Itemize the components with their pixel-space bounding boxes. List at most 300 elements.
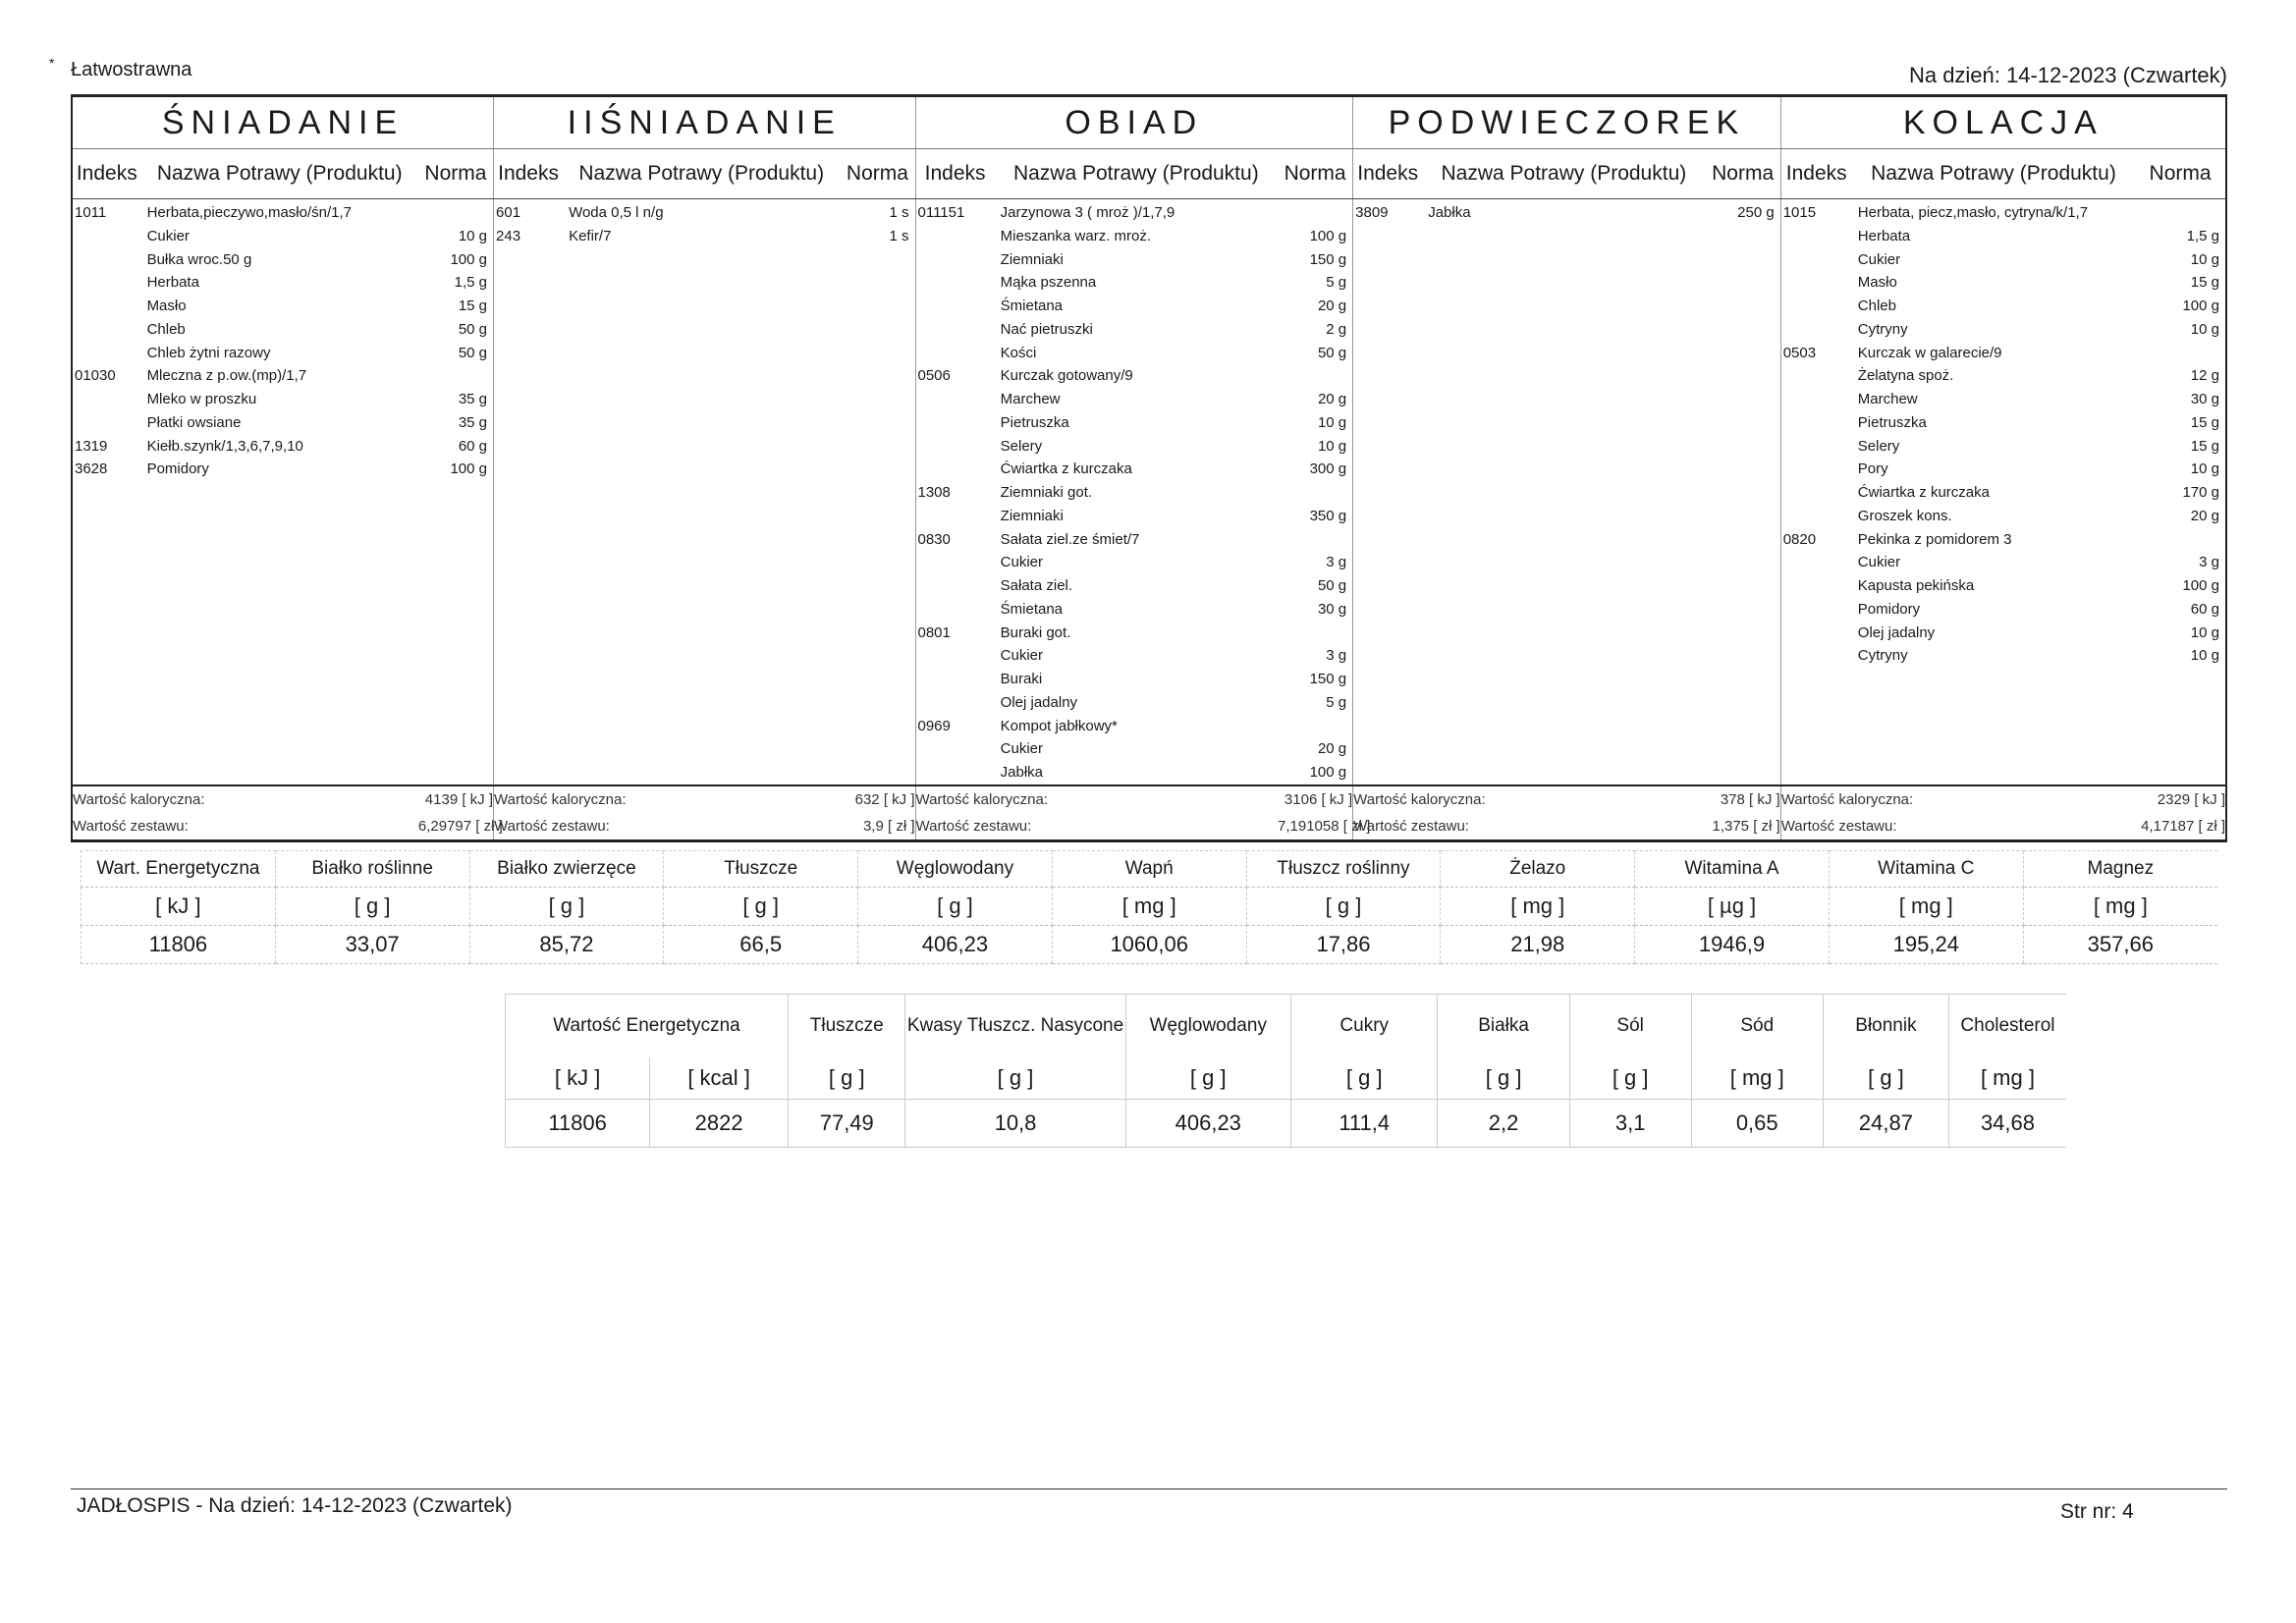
item-norm: 100 g xyxy=(450,250,488,268)
item-index xyxy=(916,574,995,598)
calorie-label: Wartość kaloryczna: xyxy=(1353,785,1706,813)
item-index xyxy=(73,248,141,272)
meal-title-breakfast: ŚNIADANIE xyxy=(72,96,494,149)
calorie-row xyxy=(72,785,2226,813)
item-name: Cukier xyxy=(1857,250,1901,268)
footer-title: JADŁOSPIS - Na dzień: 14-12-2023 (Czwartek) xyxy=(77,1494,513,1517)
nutrient-label: Cukry xyxy=(1291,995,1438,1058)
nutrient-unit: [ g ] xyxy=(1823,1057,1948,1100)
nutrient-value: 0,65 xyxy=(1691,1100,1823,1148)
item-norm: 10 g xyxy=(2190,623,2219,641)
item-index xyxy=(73,411,141,435)
item-index: 0506 xyxy=(917,367,951,385)
item-index: 1319 xyxy=(75,437,108,455)
item-name: Mąka pszenna xyxy=(1000,274,1097,292)
calorie-value: 3106 [ kJ ] xyxy=(1284,790,1353,808)
nutrient-label: Tłuszcze xyxy=(664,851,858,888)
item-index xyxy=(1781,295,1852,318)
nutrient-value: 111,4 xyxy=(1291,1100,1438,1148)
item-index xyxy=(73,318,141,342)
nutrient-label: Białko roślinne xyxy=(275,851,469,888)
item-norm: 170 g xyxy=(2182,484,2219,501)
item-norm: 30 g xyxy=(1317,600,1347,618)
item-norm xyxy=(1278,622,1352,645)
item-name: Mleczna z p.ow.(mp)/1,7 xyxy=(146,367,307,385)
nutrient-value: 195,24 xyxy=(1829,926,2023,964)
item-index xyxy=(1781,411,1852,435)
item-name: Płatki owsiane xyxy=(146,413,242,431)
item-name: Mieszanka warz. mroż. xyxy=(1000,227,1152,244)
item-norm: 3 g xyxy=(2199,554,2219,571)
cost-value: 1,375 [ zł ] xyxy=(1706,813,1781,841)
meal-4-name-col xyxy=(1852,199,2135,785)
item-index xyxy=(916,388,995,411)
nutrient-value: 77,49 xyxy=(789,1100,905,1148)
meal-3-index-col xyxy=(1353,199,1423,785)
item-index: 0503 xyxy=(1782,344,1817,361)
item-norm: 3 g xyxy=(1326,554,1347,571)
calorie-value: 2329 [ kJ ] xyxy=(2135,785,2226,813)
item-name: Pomidory xyxy=(146,460,209,478)
item-index xyxy=(916,551,995,574)
item-index xyxy=(916,411,995,435)
item-name: Herbata,pieczywo,masło/śn/1,7 xyxy=(146,204,352,221)
nutrient-label: Błonnik xyxy=(1823,995,1948,1058)
item-name: Selery xyxy=(1857,437,1900,455)
nutrient-label: Kwasy Tłuszcz. Nasycone xyxy=(905,995,1125,1058)
item-norm xyxy=(1278,528,1352,552)
cost-label: Wartość zestawu: xyxy=(1353,813,1706,841)
nutrient-value: 85,72 xyxy=(469,926,664,964)
item-norm: 10 g xyxy=(1317,437,1347,455)
nutrient-unit: [ mg ] xyxy=(1829,888,2023,926)
item-index xyxy=(1781,622,1852,645)
item-name: Buraki xyxy=(1000,671,1043,687)
nutrient-value: 406,23 xyxy=(858,926,1053,964)
item-name: Kości xyxy=(1000,344,1037,361)
item-norm: 10 g xyxy=(2190,250,2219,268)
item-index xyxy=(1781,364,1852,388)
item-name: Ziemniaki xyxy=(1000,507,1064,524)
item-norm xyxy=(1278,364,1352,388)
nutrient-unit: [ g ] xyxy=(905,1057,1125,1100)
item-name: Pietruszka xyxy=(1000,413,1069,431)
cost-value: 3,9 [ zł ] xyxy=(840,813,915,841)
nutrient-unit: [ µg ] xyxy=(1635,888,1830,926)
item-norm xyxy=(2135,528,2225,552)
item-norm: 2 g xyxy=(1326,320,1347,338)
item-name: Cytryny xyxy=(1857,320,1908,338)
item-norm: 20 g xyxy=(1317,740,1347,758)
item-index: 0820 xyxy=(1782,530,1817,548)
item-name: Bułka wroc.50 g xyxy=(146,250,252,268)
meal-title-supper: KOLACJA xyxy=(1780,96,2226,149)
item-index: 0969 xyxy=(917,717,951,734)
item-name: Buraki got. xyxy=(1000,623,1071,641)
nutrient-label: Magnez xyxy=(2023,851,2217,888)
item-name: Sałata ziel.ze śmiet/7 xyxy=(1000,530,1140,548)
item-index xyxy=(916,691,995,715)
item-index: 0801 xyxy=(917,623,951,641)
item-name: Chleb xyxy=(146,320,186,338)
item-index xyxy=(1781,458,1852,481)
nutrients-table-2 xyxy=(505,994,2066,1148)
col-index-header: Indeks xyxy=(494,149,564,199)
nutrient-value: 21,98 xyxy=(1441,926,1635,964)
item-name: Herbata, piecz,masło, cytryna/k/1,7 xyxy=(1857,204,2089,221)
energy-kj-value: 11806 xyxy=(506,1100,650,1148)
nutrient-unit: [ g ] xyxy=(1438,1057,1569,1100)
footer-rule xyxy=(71,1488,2227,1489)
meal-1-index-col xyxy=(494,199,564,785)
item-name: Kapusta pekińska xyxy=(1857,577,1975,594)
item-norm: 3 g xyxy=(1326,647,1347,665)
col-norm-header: Norma xyxy=(1278,149,1353,199)
col-norm-header: Norma xyxy=(1706,149,1781,199)
item-name: Pietruszka xyxy=(1857,413,1927,431)
nutrient-value: 1946,9 xyxy=(1635,926,1830,964)
item-norm: 150 g xyxy=(1309,671,1347,687)
item-norm: 5 g xyxy=(1326,274,1347,292)
item-norm: 20 g xyxy=(2190,507,2219,524)
item-name: Chleb żytni razowy xyxy=(146,344,271,361)
item-norm: 1 s xyxy=(889,227,909,244)
item-index: 3628 xyxy=(75,460,108,478)
item-name: Jabłka xyxy=(1000,764,1044,781)
item-norm: 50 g xyxy=(458,344,488,361)
item-name: Chleb xyxy=(1857,298,1896,314)
item-norm: 35 g xyxy=(458,391,488,407)
item-norm: 100 g xyxy=(2182,298,2219,314)
item-name: Marchew xyxy=(1000,391,1061,407)
nutrient-value: 11806 xyxy=(82,926,276,964)
menu-date: Na dzień: 14-12-2023 (Czwartek) xyxy=(1908,63,2227,87)
item-index: 3809 xyxy=(1355,204,1389,221)
item-index: 01030 xyxy=(75,367,116,385)
item-index xyxy=(1781,388,1852,411)
meal-title-second-breakfast: IIŚNIADANIE xyxy=(494,96,915,149)
item-norm: 50 g xyxy=(458,320,488,338)
energy-kcal-unit: [ kcal ] xyxy=(650,1057,789,1100)
item-name: Ćwiartka z kurczaka xyxy=(1000,460,1132,478)
nutrient-label: Węglowodany xyxy=(858,851,1053,888)
item-norm: 100 g xyxy=(1309,227,1347,244)
cost-value: 4,17187 [ zł ] xyxy=(2135,813,2226,841)
meal-2-name-col xyxy=(995,199,1278,785)
item-name: Woda 0,5 l n/g xyxy=(569,204,664,221)
energy-kj-unit: [ kJ ] xyxy=(506,1057,650,1100)
item-name: Groszek kons. xyxy=(1857,507,1952,524)
item-norm: 350 g xyxy=(1309,507,1347,524)
item-name: Cukier xyxy=(1857,554,1901,571)
item-norm: 15 g xyxy=(2190,437,2219,455)
nutrient-label: Wart. Energetyczna xyxy=(82,851,276,888)
item-norm: 15 g xyxy=(2190,274,2219,292)
item-name: Herbata xyxy=(146,274,199,292)
nutrient-label: Wapń xyxy=(1052,851,1246,888)
nutrient-value: 357,66 xyxy=(2023,926,2217,964)
nutrient-unit: [ g ] xyxy=(1125,1057,1291,1100)
item-name: Jarzynowa 3 ( mroż )/1,7,9 xyxy=(1000,204,1175,221)
nutrient-unit: [ g ] xyxy=(469,888,664,926)
meal-0-norm-col xyxy=(418,199,494,785)
item-name: Herbata xyxy=(1857,227,1911,244)
item-name: Marchew xyxy=(1857,391,1918,407)
item-norm: 50 g xyxy=(1317,344,1347,361)
item-index xyxy=(916,737,995,761)
item-norm: 100 g xyxy=(2182,577,2219,594)
meal-title-snack: PODWIECZOREK xyxy=(1353,96,1781,149)
nutrient-label: Węglowodany xyxy=(1125,995,1291,1058)
nutrient-unit: [ mg ] xyxy=(1052,888,1246,926)
nutrient-unit: [ kJ ] xyxy=(82,888,276,926)
diet-name: Łatwostrawna xyxy=(71,59,192,81)
nutrient-unit: [ g ] xyxy=(1246,888,1441,926)
item-index xyxy=(916,644,995,668)
item-norm: 60 g xyxy=(458,437,488,455)
item-norm xyxy=(418,364,493,388)
nutrient-value: 24,87 xyxy=(1823,1100,1948,1148)
item-norm xyxy=(1278,715,1352,738)
meal-3-name-col xyxy=(1422,199,1705,785)
item-index xyxy=(1781,598,1852,622)
calorie-label: Wartość kaloryczna: xyxy=(1780,785,2135,813)
nutrient-value: 10,8 xyxy=(905,1100,1125,1148)
item-norm: 60 g xyxy=(2190,600,2219,618)
nutrient-label: Tłuszcze xyxy=(789,995,905,1058)
energy-header: Wartość Energetyczna xyxy=(506,995,789,1058)
nutrient-label: Sód xyxy=(1691,995,1823,1058)
item-norm: 20 g xyxy=(1317,298,1347,314)
cost-row xyxy=(72,813,2226,841)
item-index xyxy=(1781,435,1852,459)
item-name: Nać pietruszki xyxy=(1000,320,1093,338)
nutrient-unit: [ g ] xyxy=(275,888,469,926)
nutrient-value: 406,23 xyxy=(1125,1100,1291,1148)
calorie-label: Wartość kaloryczna: xyxy=(494,785,841,813)
col-name-header: Nazwa Potrawy (Produktu) xyxy=(1852,149,2135,199)
meal-2-index-col xyxy=(915,199,995,785)
page-number: Str nr: 4 xyxy=(2060,1500,2134,1523)
meal-2-norm-col xyxy=(1278,199,1353,785)
item-norm: 1 s xyxy=(889,204,909,221)
item-index xyxy=(1781,574,1852,598)
item-index xyxy=(916,295,995,318)
item-norm: 30 g xyxy=(2190,391,2219,407)
item-name: Ziemniaki got. xyxy=(1000,484,1093,501)
col-index-header: Indeks xyxy=(1353,149,1423,199)
item-norm xyxy=(418,201,493,225)
nutrient-label: Witamina A xyxy=(1635,851,1830,888)
item-index xyxy=(1781,248,1852,272)
item-name: Sałata ziel. xyxy=(1000,577,1073,594)
item-norm: 10 g xyxy=(1317,413,1347,431)
item-index xyxy=(916,598,995,622)
item-norm xyxy=(2135,342,2225,365)
item-name: Pomidory xyxy=(1857,600,1921,618)
cost-value: 6,29797 [ zł ] xyxy=(418,813,494,841)
col-norm-header: Norma xyxy=(840,149,915,199)
item-name: Żelatyna spoż. xyxy=(1857,367,1954,385)
item-norm: 15 g xyxy=(458,298,488,314)
meal-1-norm-col xyxy=(840,199,915,785)
item-norm: 100 g xyxy=(450,460,488,478)
menu-body-row xyxy=(72,199,2226,785)
item-index xyxy=(916,435,995,459)
item-index xyxy=(916,458,995,481)
item-name: Masło xyxy=(146,298,187,314)
item-name: Kurczak w galarecie/9 xyxy=(1857,344,2002,361)
item-index xyxy=(1781,271,1852,295)
item-norm: 1,5 g xyxy=(2186,227,2219,244)
calorie-value: 378 [ kJ ] xyxy=(1720,790,1780,808)
item-name: Jabłka xyxy=(1428,204,1471,221)
item-index xyxy=(1781,481,1852,505)
calorie-label: Wartość kaloryczna: xyxy=(915,785,1278,813)
nutrient-label: Żelazo xyxy=(1441,851,1635,888)
item-name: Śmietana xyxy=(1000,298,1064,314)
meal-title-lunch: OBIAD xyxy=(915,96,1353,149)
item-norm: 10 g xyxy=(2190,460,2219,478)
nutrient-unit: [ g ] xyxy=(858,888,1053,926)
item-norm: 300 g xyxy=(1309,460,1347,478)
item-name: Olej jadalny xyxy=(1857,623,1936,641)
item-name: Masło xyxy=(1857,274,1897,292)
item-norm: 12 g xyxy=(2190,367,2219,385)
item-norm: 10 g xyxy=(458,227,488,244)
item-index xyxy=(1781,551,1852,574)
item-name: Olej jadalny xyxy=(1000,693,1078,711)
item-index: 1011 xyxy=(75,204,107,221)
nutrient-value: 66,5 xyxy=(664,926,858,964)
nutrient-unit: [ g ] xyxy=(1291,1057,1438,1100)
col-norm-header: Norma xyxy=(2135,149,2226,199)
item-name: Śmietana xyxy=(1000,600,1064,618)
item-index xyxy=(73,225,141,248)
item-index xyxy=(73,342,141,365)
item-norm xyxy=(1278,201,1352,225)
item-name: Ćwiartka z kurczaka xyxy=(1857,484,1990,501)
nutrient-value: 2,2 xyxy=(1438,1100,1569,1148)
item-norm: 35 g xyxy=(458,413,488,431)
nutrient-label: Cholesterol xyxy=(1948,995,2066,1058)
item-name: Cukier xyxy=(1000,740,1044,758)
item-name: Mleko w proszku xyxy=(146,391,257,407)
item-name: Kefir/7 xyxy=(569,227,612,244)
item-index xyxy=(916,668,995,691)
item-index: 1308 xyxy=(917,484,951,501)
item-name: Cukier xyxy=(146,227,190,244)
nutrient-value: 17,86 xyxy=(1246,926,1441,964)
item-index xyxy=(916,225,995,248)
energy-kcal-value: 2822 xyxy=(650,1100,789,1148)
col-norm-header: Norma xyxy=(418,149,494,199)
item-name: Cukier xyxy=(1000,554,1044,571)
item-name: Kurczak gotowany/9 xyxy=(1000,367,1133,385)
item-index xyxy=(916,342,995,365)
col-name-header: Nazwa Potrawy (Produktu) xyxy=(995,149,1278,199)
nutrient-unit: [ mg ] xyxy=(2023,888,2217,926)
item-index: 601 xyxy=(496,204,521,221)
nutrient-unit: [ g ] xyxy=(789,1057,905,1100)
cost-label: Wartość zestawu: xyxy=(72,813,418,841)
nutrient-label: Witamina C xyxy=(1829,851,2023,888)
nutrient-value: 34,68 xyxy=(1948,1100,2066,1148)
item-norm: 10 g xyxy=(2190,320,2219,338)
nutrient-unit: [ mg ] xyxy=(1441,888,1635,926)
item-name: Pekinka z pomidorem 3 xyxy=(1857,530,2012,548)
cost-label: Wartość zestawu: xyxy=(915,813,1278,841)
item-index xyxy=(1781,644,1852,668)
item-name: Cytryny xyxy=(1857,647,1908,665)
item-norm: 1,5 g xyxy=(454,274,488,292)
asterisk-mark: * xyxy=(49,55,55,71)
item-name: Pory xyxy=(1857,460,1888,478)
col-index-header: Indeks xyxy=(1780,149,1852,199)
col-name-header: Nazwa Potrawy (Produktu) xyxy=(141,149,418,199)
item-index xyxy=(73,388,141,411)
item-index xyxy=(1781,505,1852,528)
nutrient-label: Tłuszcz roślinny xyxy=(1246,851,1441,888)
item-name: Kompot jabłkowy* xyxy=(1000,717,1118,734)
item-index xyxy=(916,761,995,784)
item-name: Ziemniaki xyxy=(1000,250,1064,268)
item-index xyxy=(73,271,141,295)
item-index xyxy=(916,271,995,295)
nutrient-value: 3,1 xyxy=(1569,1100,1691,1148)
nutrient-unit: [ g ] xyxy=(664,888,858,926)
item-norm: 250 g xyxy=(1737,204,1775,221)
nutrient-label: Sól xyxy=(1569,995,1691,1058)
item-norm: 150 g xyxy=(1309,250,1347,268)
item-index: 1015 xyxy=(1782,204,1817,221)
item-index xyxy=(916,318,995,342)
item-index: 0830 xyxy=(917,530,951,548)
item-norm: 100 g xyxy=(1309,764,1347,781)
item-norm: 10 g xyxy=(2190,647,2219,665)
calorie-label: Wartość kaloryczna: xyxy=(72,785,418,813)
item-name: Cukier xyxy=(1000,647,1044,665)
meal-1-name-col xyxy=(563,199,840,785)
item-norm: 15 g xyxy=(2190,413,2219,431)
item-norm xyxy=(1278,481,1352,505)
meal-4-index-col xyxy=(1780,199,1852,785)
cost-value: 7,191058 [ zł ] xyxy=(1278,813,1353,841)
item-norm xyxy=(2135,201,2225,225)
col-name-header: Nazwa Potrawy (Produktu) xyxy=(563,149,840,199)
nutrient-label: Białko zwierzęce xyxy=(469,851,664,888)
nutrient-label: Białka xyxy=(1438,995,1569,1058)
meal-0-name-col xyxy=(141,199,418,785)
nutrients-table-1 xyxy=(81,850,2217,964)
calorie-value: 4139 [ kJ ] xyxy=(424,790,494,808)
nutrient-value: 33,07 xyxy=(275,926,469,964)
item-index: 011151 xyxy=(917,204,965,221)
item-name: Selery xyxy=(1000,437,1043,455)
nutrient-unit: [ mg ] xyxy=(1948,1057,2066,1100)
cost-label: Wartość zestawu: xyxy=(494,813,841,841)
item-index xyxy=(916,248,995,272)
item-index xyxy=(1781,318,1852,342)
item-index xyxy=(916,505,995,528)
col-index-header: Indeks xyxy=(72,149,141,199)
calorie-value: 632 [ kJ ] xyxy=(854,790,915,808)
menu-table xyxy=(71,94,2227,842)
item-index xyxy=(1781,225,1852,248)
col-index-header: Indeks xyxy=(915,149,995,199)
cost-label: Wartość zestawu: xyxy=(1780,813,2135,841)
nutrient-value: 1060,06 xyxy=(1052,926,1246,964)
